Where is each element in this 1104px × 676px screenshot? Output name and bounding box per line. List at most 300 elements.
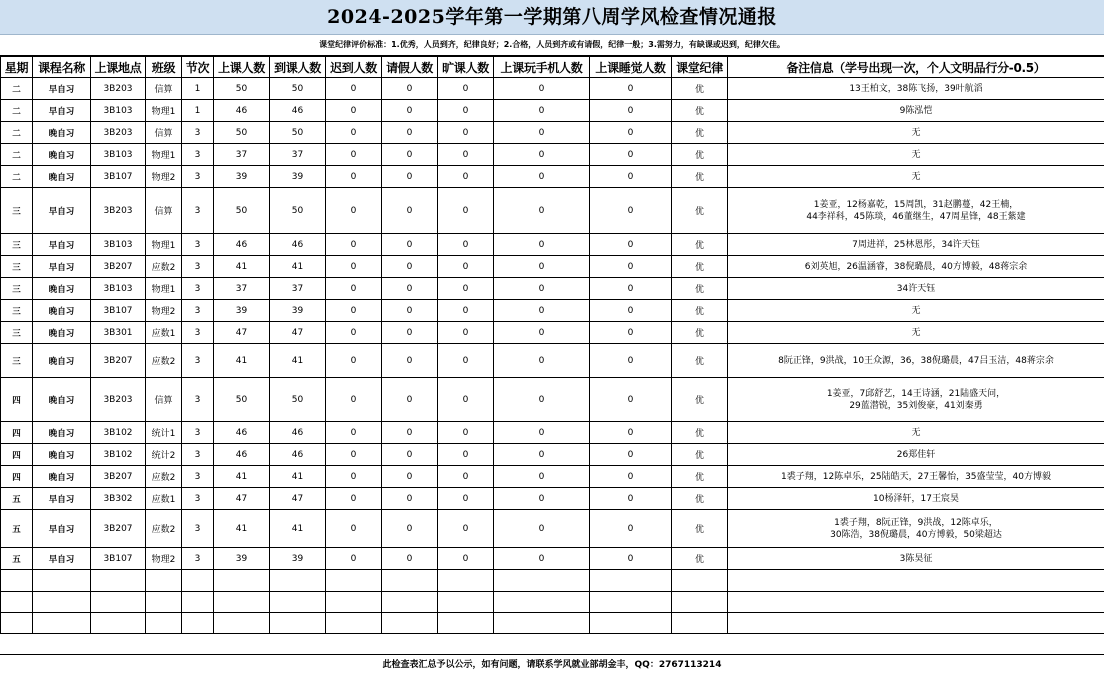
note-line: 44李祥科，45陈琰，46董继生，47周星锋，48王紫建: [728, 211, 1104, 223]
course-cell: 晚自习: [33, 422, 91, 444]
late-cell: 0: [326, 234, 382, 256]
phone-cell: 0: [494, 466, 590, 488]
present-cell: 47: [270, 488, 326, 510]
present-cell: 50: [270, 78, 326, 100]
course-cell: 晚自习: [33, 444, 91, 466]
day-cell: 三: [1, 322, 33, 344]
present-cell: 46: [270, 234, 326, 256]
sleep-cell: 0: [590, 510, 672, 548]
phone-cell: 0: [494, 322, 590, 344]
enrolled-cell: 41: [214, 344, 270, 378]
discipline-cell: 优: [672, 78, 728, 100]
room-cell: 3B103: [91, 144, 146, 166]
discipline-cell: 优: [672, 548, 728, 570]
note-cell: [728, 188, 1104, 234]
discipline-cell: 优: [672, 444, 728, 466]
empty-cell: [214, 570, 270, 592]
sleep-cell: 0: [590, 100, 672, 122]
absent-cell: 0: [438, 488, 494, 510]
leave-cell: 0: [382, 466, 438, 488]
empty-cell: [270, 592, 326, 613]
leave-cell: 0: [382, 548, 438, 570]
class-cell: 物理2: [146, 166, 182, 188]
present-cell: 41: [270, 466, 326, 488]
leave-cell: 0: [382, 344, 438, 378]
enrolled-cell: 50: [214, 78, 270, 100]
note-line: 无: [728, 327, 1104, 339]
discipline-cell: 优: [672, 256, 728, 278]
day-cell: 二: [1, 166, 33, 188]
empty-cell: [438, 592, 494, 613]
course-cell: 晚自习: [33, 300, 91, 322]
absent-cell: 0: [438, 166, 494, 188]
table-row: [1, 122, 1104, 144]
column-header: 请假人数: [382, 57, 438, 78]
empty-cell: [182, 613, 214, 634]
day-cell: 三: [1, 344, 33, 378]
present-cell: 46: [270, 422, 326, 444]
empty-cell: [728, 570, 1104, 592]
phone-cell: 0: [494, 548, 590, 570]
day-cell: 二: [1, 144, 33, 166]
discipline-cell: 优: [672, 422, 728, 444]
empty-cell: [590, 570, 672, 592]
column-header: 课程名称: [33, 57, 91, 78]
table-row: [1, 278, 1104, 300]
period-cell: 1: [182, 78, 214, 100]
sleep-cell: 0: [590, 548, 672, 570]
note-line: 1姜亚，12杨嘉乾，15周凯，31赵鹏蔓，42王楠，: [728, 199, 1104, 211]
table-row: [1, 422, 1104, 444]
room-cell: 3B203: [91, 122, 146, 144]
absent-cell: 0: [438, 100, 494, 122]
room-cell: 3B203: [91, 78, 146, 100]
room-cell: 3B207: [91, 510, 146, 548]
note-cell: [728, 510, 1104, 548]
absent-cell: 0: [438, 466, 494, 488]
empty-cell: [382, 592, 438, 613]
sleep-cell: 0: [590, 488, 672, 510]
empty-row: [1, 613, 1104, 634]
period-cell: 3: [182, 188, 214, 234]
column-header: 备注信息（学号出现一次，个人文明品行分-0.5）: [728, 57, 1104, 78]
table-row: [1, 144, 1104, 166]
enrolled-cell: 39: [214, 300, 270, 322]
late-cell: 0: [326, 510, 382, 548]
note-line: 30陈浩，38倪璐晨，40方博毅，50梁超达: [728, 529, 1104, 541]
period-cell: 3: [182, 122, 214, 144]
phone-cell: 0: [494, 100, 590, 122]
sleep-cell: 0: [590, 444, 672, 466]
discipline-cell: 优: [672, 166, 728, 188]
day-cell: 二: [1, 122, 33, 144]
discipline-cell: 优: [672, 234, 728, 256]
note-cell: [728, 78, 1104, 100]
enrolled-cell: 39: [214, 548, 270, 570]
period-cell: 3: [182, 466, 214, 488]
phone-cell: 0: [494, 122, 590, 144]
column-header: 旷课人数: [438, 57, 494, 78]
leave-cell: 0: [382, 322, 438, 344]
note-cell: [728, 548, 1104, 570]
note-line: 6刘英旭，26温涵睿，38倪璐晨，40方博毅，48蒋宗余: [728, 261, 1104, 273]
day-cell: 五: [1, 488, 33, 510]
column-header: 星期: [1, 57, 33, 78]
present-cell: 50: [270, 122, 326, 144]
room-cell: 3B207: [91, 466, 146, 488]
day-cell: 三: [1, 278, 33, 300]
empty-cell: [382, 570, 438, 592]
empty-cell: [326, 592, 382, 613]
absent-cell: 0: [438, 378, 494, 422]
empty-cell: [494, 570, 590, 592]
day-cell: 三: [1, 188, 33, 234]
sleep-cell: 0: [590, 300, 672, 322]
sleep-cell: 0: [590, 188, 672, 234]
enrolled-cell: 46: [214, 234, 270, 256]
table-row: [1, 444, 1104, 466]
column-header: 课堂纪律: [672, 57, 728, 78]
course-cell: 早自习: [33, 188, 91, 234]
enrolled-cell: 50: [214, 378, 270, 422]
day-cell: 五: [1, 510, 33, 548]
empty-cell: [33, 570, 91, 592]
sleep-cell: 0: [590, 234, 672, 256]
absent-cell: 0: [438, 144, 494, 166]
room-cell: 3B107: [91, 166, 146, 188]
leave-cell: 0: [382, 166, 438, 188]
period-cell: 3: [182, 300, 214, 322]
present-cell: 46: [270, 444, 326, 466]
sleep-cell: 0: [590, 78, 672, 100]
enrolled-cell: 39: [214, 166, 270, 188]
footer-notice: 此检查表汇总予以公示，如有问题，请联系学风就业部胡金丰，QQ：2767113214: [0, 654, 1104, 676]
note-line: 9陈泓恺: [728, 105, 1104, 117]
day-cell: 四: [1, 422, 33, 444]
note-line: 34许天钰: [728, 283, 1104, 295]
phone-cell: 0: [494, 166, 590, 188]
enrolled-cell: 37: [214, 144, 270, 166]
empty-cell: [590, 592, 672, 613]
phone-cell: 0: [494, 278, 590, 300]
empty-cell: [146, 613, 182, 634]
enrolled-cell: 46: [214, 100, 270, 122]
empty-cell: [728, 613, 1104, 634]
note-line: 29蓝潜锐，35刘俊豪，41刘秦勇: [728, 400, 1104, 412]
phone-cell: 0: [494, 300, 590, 322]
report-title: 2024-2025学年第一学期第八周学风检查情况通报: [0, 0, 1104, 35]
class-cell: 信算: [146, 378, 182, 422]
late-cell: 0: [326, 166, 382, 188]
empty-cell: [146, 592, 182, 613]
room-cell: 3B102: [91, 444, 146, 466]
absent-cell: 0: [438, 234, 494, 256]
present-cell: 37: [270, 144, 326, 166]
empty-cell: [326, 613, 382, 634]
note-cell: [728, 422, 1104, 444]
present-cell: 47: [270, 322, 326, 344]
day-cell: 三: [1, 300, 33, 322]
late-cell: 0: [326, 300, 382, 322]
enrolled-cell: 47: [214, 488, 270, 510]
empty-cell: [672, 592, 728, 613]
empty-cell: [672, 613, 728, 634]
empty-cell: [1, 570, 33, 592]
discipline-cell: 优: [672, 144, 728, 166]
absent-cell: 0: [438, 188, 494, 234]
period-cell: 1: [182, 100, 214, 122]
period-cell: 3: [182, 444, 214, 466]
note-line: 13王柏文，38陈飞扬，39叶航滔: [728, 83, 1104, 95]
period-cell: 3: [182, 344, 214, 378]
note-cell: [728, 278, 1104, 300]
empty-cell: [182, 592, 214, 613]
room-cell: 3B107: [91, 548, 146, 570]
absent-cell: 0: [438, 422, 494, 444]
period-cell: 3: [182, 510, 214, 548]
class-cell: 物理1: [146, 278, 182, 300]
empty-row: [1, 570, 1104, 592]
present-cell: 50: [270, 188, 326, 234]
column-header: 到课人数: [270, 57, 326, 78]
class-cell: 应数2: [146, 510, 182, 548]
header-row: [1, 57, 1104, 78]
table-row: [1, 344, 1104, 378]
enrolled-cell: 46: [214, 444, 270, 466]
course-cell: 早自习: [33, 78, 91, 100]
discipline-standard: 课堂纪律评价标准：1.优秀，人员到齐，纪律良好；2.合格，人员到齐或有请假，纪律一般；3.需努力，有缺课或迟到，纪律欠佳。: [0, 35, 1104, 56]
room-cell: 3B107: [91, 300, 146, 322]
absent-cell: 0: [438, 344, 494, 378]
course-cell: 晚自习: [33, 322, 91, 344]
table-row: [1, 488, 1104, 510]
period-cell: 3: [182, 322, 214, 344]
empty-cell: [91, 592, 146, 613]
table-row: [1, 548, 1104, 570]
empty-cell: [91, 570, 146, 592]
table-row: [1, 188, 1104, 234]
enrolled-cell: 50: [214, 188, 270, 234]
class-cell: 物理2: [146, 300, 182, 322]
day-cell: 三: [1, 234, 33, 256]
column-header: 上课玩手机人数: [494, 57, 590, 78]
leave-cell: 0: [382, 144, 438, 166]
column-header: 迟到人数: [326, 57, 382, 78]
phone-cell: 0: [494, 344, 590, 378]
period-cell: 3: [182, 256, 214, 278]
phone-cell: 0: [494, 422, 590, 444]
empty-cell: [1, 613, 33, 634]
late-cell: 0: [326, 78, 382, 100]
late-cell: 0: [326, 548, 382, 570]
day-cell: 二: [1, 100, 33, 122]
enrolled-cell: 41: [214, 466, 270, 488]
course-cell: 晚自习: [33, 278, 91, 300]
leave-cell: 0: [382, 488, 438, 510]
note-line: 1裘子翔，12陈卓乐，25陆皓天，27王馨怡，35盛莹莹，40方博毅: [728, 471, 1104, 483]
discipline-cell: 优: [672, 488, 728, 510]
empty-cell: [91, 613, 146, 634]
present-cell: 50: [270, 378, 326, 422]
day-cell: 四: [1, 466, 33, 488]
late-cell: 0: [326, 144, 382, 166]
empty-cell: [494, 613, 590, 634]
sleep-cell: 0: [590, 344, 672, 378]
late-cell: 0: [326, 122, 382, 144]
table-row: [1, 322, 1104, 344]
absent-cell: 0: [438, 256, 494, 278]
leave-cell: 0: [382, 422, 438, 444]
column-header: 上课睡觉人数: [590, 57, 672, 78]
enrolled-cell: 41: [214, 256, 270, 278]
phone-cell: 0: [494, 488, 590, 510]
sleep-cell: 0: [590, 122, 672, 144]
note-cell: [728, 122, 1104, 144]
note-line: 无: [728, 127, 1104, 139]
enrolled-cell: 50: [214, 122, 270, 144]
note-cell: [728, 166, 1104, 188]
period-cell: 3: [182, 166, 214, 188]
note-line: 无: [728, 149, 1104, 161]
empty-cell: [182, 570, 214, 592]
discipline-cell: 优: [672, 188, 728, 234]
period-cell: 3: [182, 488, 214, 510]
note-line: 1姜亚，7邱舒艺，14王诗涵，21陆盛天问，: [728, 388, 1104, 400]
present-cell: 39: [270, 166, 326, 188]
course-cell: 早自习: [33, 234, 91, 256]
note-line: 26郑佳轩: [728, 449, 1104, 461]
empty-cell: [438, 613, 494, 634]
empty-cell: [326, 570, 382, 592]
class-cell: 应数2: [146, 344, 182, 378]
leave-cell: 0: [382, 510, 438, 548]
period-cell: 3: [182, 422, 214, 444]
room-cell: 3B102: [91, 422, 146, 444]
leave-cell: 0: [382, 278, 438, 300]
late-cell: 0: [326, 488, 382, 510]
class-cell: 物理1: [146, 144, 182, 166]
leave-cell: 0: [382, 188, 438, 234]
present-cell: 39: [270, 300, 326, 322]
room-cell: 3B103: [91, 278, 146, 300]
note-line: 7周进祥，25林恩彤，34许天钰: [728, 239, 1104, 251]
present-cell: 41: [270, 510, 326, 548]
late-cell: 0: [326, 444, 382, 466]
absent-cell: 0: [438, 444, 494, 466]
note-line: 10杨泽轩，17王宸昊: [728, 493, 1104, 505]
leave-cell: 0: [382, 78, 438, 100]
present-cell: 41: [270, 344, 326, 378]
course-cell: 早自习: [33, 548, 91, 570]
table-row: [1, 466, 1104, 488]
present-cell: 39: [270, 548, 326, 570]
note-cell: [728, 444, 1104, 466]
note-cell: [728, 144, 1104, 166]
empty-cell: [214, 592, 270, 613]
sleep-cell: 0: [590, 378, 672, 422]
leave-cell: 0: [382, 100, 438, 122]
course-cell: 晚自习: [33, 378, 91, 422]
empty-cell: [494, 592, 590, 613]
empty-cell: [438, 570, 494, 592]
discipline-cell: 优: [672, 122, 728, 144]
column-header: 上课人数: [214, 57, 270, 78]
empty-cell: [672, 570, 728, 592]
leave-cell: 0: [382, 256, 438, 278]
empty-row: [1, 592, 1104, 613]
empty-cell: [33, 613, 91, 634]
column-header: 班级: [146, 57, 182, 78]
note-cell: [728, 344, 1104, 378]
note-cell: [728, 300, 1104, 322]
phone-cell: 0: [494, 256, 590, 278]
day-cell: 三: [1, 256, 33, 278]
empty-cell: [1, 592, 33, 613]
enrolled-cell: 41: [214, 510, 270, 548]
phone-cell: 0: [494, 78, 590, 100]
day-cell: 四: [1, 378, 33, 422]
late-cell: 0: [326, 256, 382, 278]
column-header: 节次: [182, 57, 214, 78]
late-cell: 0: [326, 322, 382, 344]
absent-cell: 0: [438, 78, 494, 100]
late-cell: 0: [326, 344, 382, 378]
note-line: 无: [728, 305, 1104, 317]
class-cell: 应数1: [146, 488, 182, 510]
leave-cell: 0: [382, 378, 438, 422]
note-cell: [728, 466, 1104, 488]
late-cell: 0: [326, 378, 382, 422]
discipline-cell: 优: [672, 510, 728, 548]
empty-cell: [33, 592, 91, 613]
note-cell: [728, 234, 1104, 256]
course-cell: 晚自习: [33, 144, 91, 166]
late-cell: 0: [326, 100, 382, 122]
present-cell: 41: [270, 256, 326, 278]
room-cell: 3B302: [91, 488, 146, 510]
table-row: [1, 78, 1104, 100]
class-cell: 应数2: [146, 466, 182, 488]
discipline-cell: 优: [672, 100, 728, 122]
note-cell: [728, 256, 1104, 278]
discipline-cell: 优: [672, 278, 728, 300]
note-line: 无: [728, 171, 1104, 183]
period-cell: 3: [182, 278, 214, 300]
enrolled-cell: 47: [214, 322, 270, 344]
empty-cell: [382, 613, 438, 634]
room-cell: 3B203: [91, 188, 146, 234]
class-cell: 信算: [146, 122, 182, 144]
empty-cell: [146, 570, 182, 592]
discipline-cell: 优: [672, 300, 728, 322]
class-cell: 物理1: [146, 100, 182, 122]
absent-cell: 0: [438, 548, 494, 570]
class-cell: 应数2: [146, 256, 182, 278]
room-cell: 3B207: [91, 344, 146, 378]
inspection-table: [0, 56, 1104, 634]
course-cell: 晚自习: [33, 122, 91, 144]
late-cell: 0: [326, 422, 382, 444]
leave-cell: 0: [382, 300, 438, 322]
sleep-cell: 0: [590, 322, 672, 344]
phone-cell: 0: [494, 444, 590, 466]
class-cell: 统计1: [146, 422, 182, 444]
period-cell: 3: [182, 144, 214, 166]
discipline-cell: 优: [672, 378, 728, 422]
table-row: [1, 256, 1104, 278]
note-cell: [728, 378, 1104, 422]
course-cell: 晚自习: [33, 466, 91, 488]
